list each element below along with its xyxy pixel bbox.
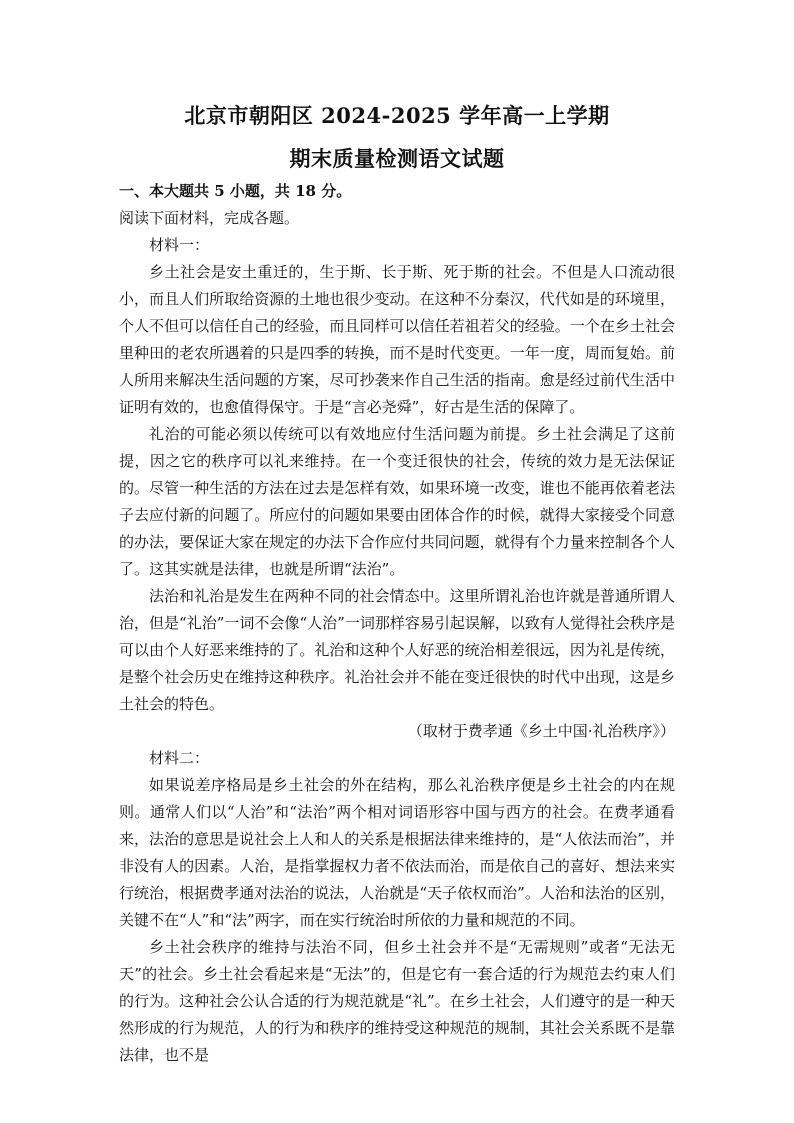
material-two-label: 材料二：	[149, 749, 210, 767]
material-two-paragraph-2: 乡土社会秩序的维持与法治不同，但乡土社会并不是“无需规则”或者“无法无天”的社会。乡土社会看起来是“无法”的，但是它有一套合适的行为规范去约束人们的行为。这种社会公认合适的行为规范就是“礼”。在乡土社会，人们遵守的是一种天然形成的行为规范，人的行为和秩序的维持受这种规范的规制，其社会关系既不是靠法律，也不是	[119, 938, 675, 1064]
section-heading: 一、本大题共 5 小题，共 18 分。	[119, 182, 352, 200]
material-one-source: （取材于费孝通《乡土中国·礼治秩序》）	[407, 722, 675, 740]
instruction-text: 阅读下面材料，完成各题。	[119, 209, 300, 227]
document-title: 北京市朝阳区 2024-2025 学年高一上学期	[184, 103, 610, 128]
material-one-paragraph-3: 法治和礼治是发生在两种不同的社会情态中。这里所谓礼治也许就是普通所谓人治，但是“礼治”一词不会像“人治”一词那样容易引起误解，以致有人觉得社会秩序是可以由个人好恶来维持的了。礼治和这种个人好恶的统治相差很远，因为礼是传统，是整个社会历史在维持这种秩序。礼治社会并不能在变迁很快的时代中出现，这是乡土社会的特色。	[119, 587, 675, 713]
material-two-paragraph-1: 如果说差序格局是乡土社会的外在结构，那么礼治秩序便是乡土社会的内在规则。通常人们以“人治”和“法治”两个相对词语形容中国与西方的社会。在费孝通看来，法治的意思是说社会上人和人的关系是根据法律来维持的，是“人依法而治”，并非没有人的因素。人治，是指掌握权力者不依法而治，而是依自己的喜好、想法来实行统治，根据费孝通对法治的说法，人治就是“天子依权而治”。人治和法治的区别，关键不在“人”和“法”两字，而在实行统治时所依的力量和规范的不同。	[119, 776, 675, 929]
material-one-paragraph-1: 乡土社会是安土重迁的，生于斯、长于斯、死于斯的社会。不但是人口流动很小，而且人们所取给资源的土地也很少变动。在这种不分秦汉，代代如是的环境里，个人不但可以信任自己的经验，而且同样可以信任若祖若父的经验。一个在乡土社会里种田的老农所遇着的只是四季的转换，而不是时代变更。一年一度，周而复始。前人所用来解决生活问题的方案，尽可抄袭来作自己生活的指南。愈是经过前代生活中证明有效的，也愈值得保守。于是“言必尧舜”，好古是生活的保障了。	[119, 263, 675, 416]
material-one-label: 材料一：	[149, 236, 210, 254]
document-body	[119, 178, 675, 1069]
material-one-paragraph-2: 礼治的可能必须以传统可以有效地应付生活问题为前提。乡土社会满足了这前提，因之它的秩序可以礼来维持。在一个变迁很快的社会，传统的效力是无法保证的。尽管一种生活的方法在过去是怎样有效，如果环境一改变，谁也不能再依着老法子去应付新的问题了。所应付的问题如果要由团体合作的时候，就得大家接受个同意的办法，要保证大家在规定的办法下合作应付共同问题，就得有个力量来控制各个人了。这其实就是法律，也就是所谓“法治”。	[119, 425, 675, 578]
document-subtitle: 期末质量检测语文试题	[289, 146, 505, 171]
